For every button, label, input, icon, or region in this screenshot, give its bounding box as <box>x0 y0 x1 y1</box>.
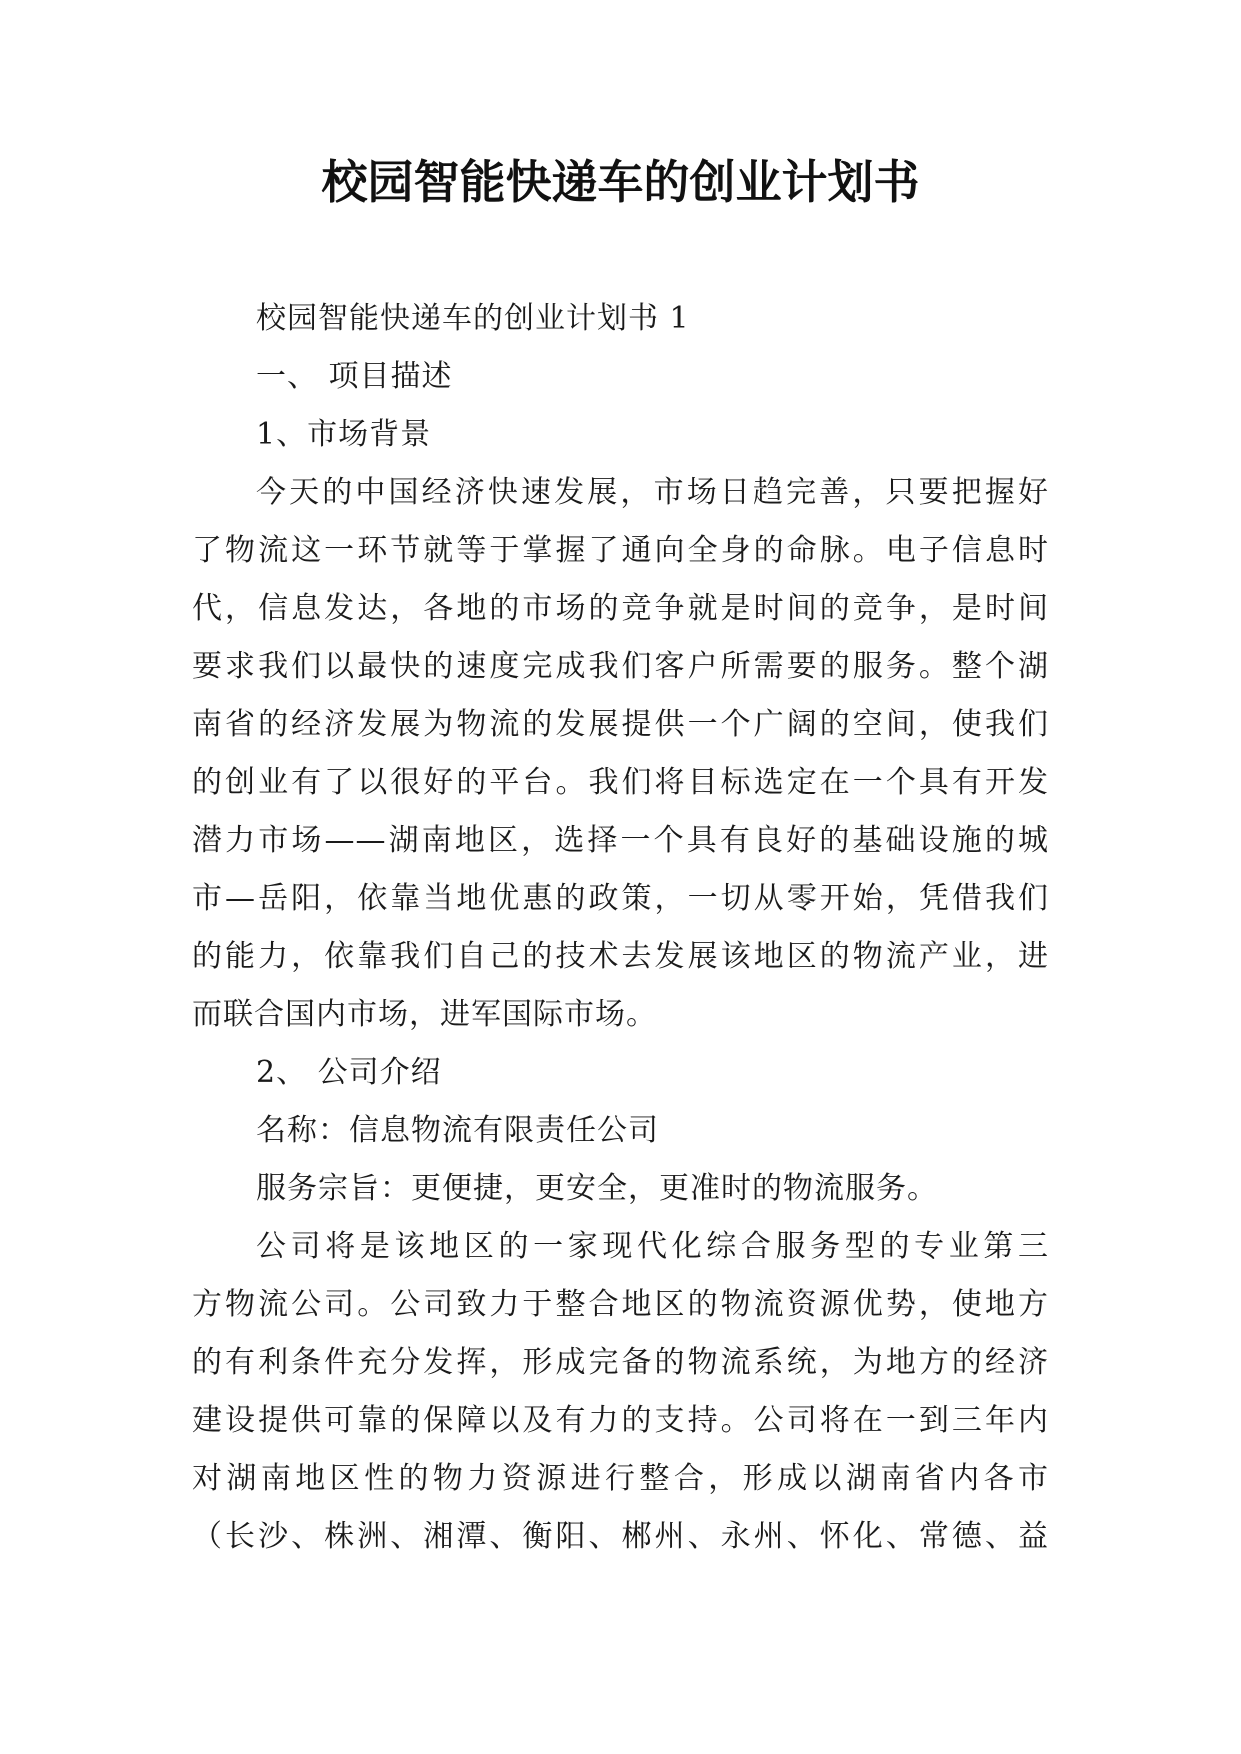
document-body <box>192 290 1049 1566</box>
paragraph-line: 的有利条件充分发挥，形成完备的物流系统，为地方的经济 <box>192 1345 1049 1380</box>
paragraph-line: 公司将是该地区的一家现代化综合服务型的专业第三 <box>256 1229 1049 1264</box>
paragraph-line: 潜力市场——湖南地区，选择一个具有良好的基础设施的城 <box>192 823 1049 858</box>
paragraph-line: 建设提供可靠的保障以及有力的支持。公司将在一到三年内 <box>192 1403 1049 1438</box>
paragraph-line: 方物流公司。公司致力于整合地区的物流资源优势，使地方 <box>192 1287 1049 1322</box>
paragraph-line: 代，信息发达，各地的市场的竞争就是时间的竞争，是时间 <box>192 591 1049 626</box>
subsection-heading-company: 2、 公司介绍 <box>256 1055 442 1090</box>
paragraph-line: 的能力，依靠我们自己的技术去发展该地区的物流产业，进 <box>192 939 1049 974</box>
paragraph-line: 对湖南地区性的物力资源进行整合，形成以湖南省内各市 <box>192 1461 1049 1496</box>
paragraph-line: 南省的经济发展为物流的发展提供一个广阔的空间，使我们 <box>192 707 1049 742</box>
subtitle-line: 校园智能快递车的创业计划书 1 <box>256 301 690 336</box>
document-title: 校园智能快递车的创业计划书 <box>321 155 920 209</box>
paragraph-line: （长沙、株洲、湘潭、衡阳、郴州、永州、怀化、常德、益 <box>192 1519 1049 1554</box>
paragraph-line: 今天的中国经济快速发展，市场日趋完善，只要把握好 <box>256 475 1049 510</box>
paragraph-line: 的创业有了以很好的平台。我们将目标选定在一个具有开发 <box>192 765 1049 800</box>
paragraph-line: 而联合国内市场，进军国际市场。 <box>192 997 657 1032</box>
service-purpose-line: 服务宗旨：更便捷，更安全，更准时的物流服务。 <box>256 1171 938 1206</box>
company-name-line: 名称：信息物流有限责任公司 <box>256 1113 659 1148</box>
subsection-heading-market: 1、市场背景 <box>256 417 432 452</box>
paragraph-line: 要求我们以最快的速度完成我们客户所需要的服务。整个湖 <box>192 649 1049 684</box>
section-heading-project: 一、 项目描述 <box>256 359 453 394</box>
paragraph-line: 了物流这一环节就等于掌握了通向全身的命脉。电子信息时 <box>192 533 1049 568</box>
paragraph-line: 市—岳阳，依靠当地优惠的政策，一切从零开始，凭借我们 <box>192 881 1049 916</box>
